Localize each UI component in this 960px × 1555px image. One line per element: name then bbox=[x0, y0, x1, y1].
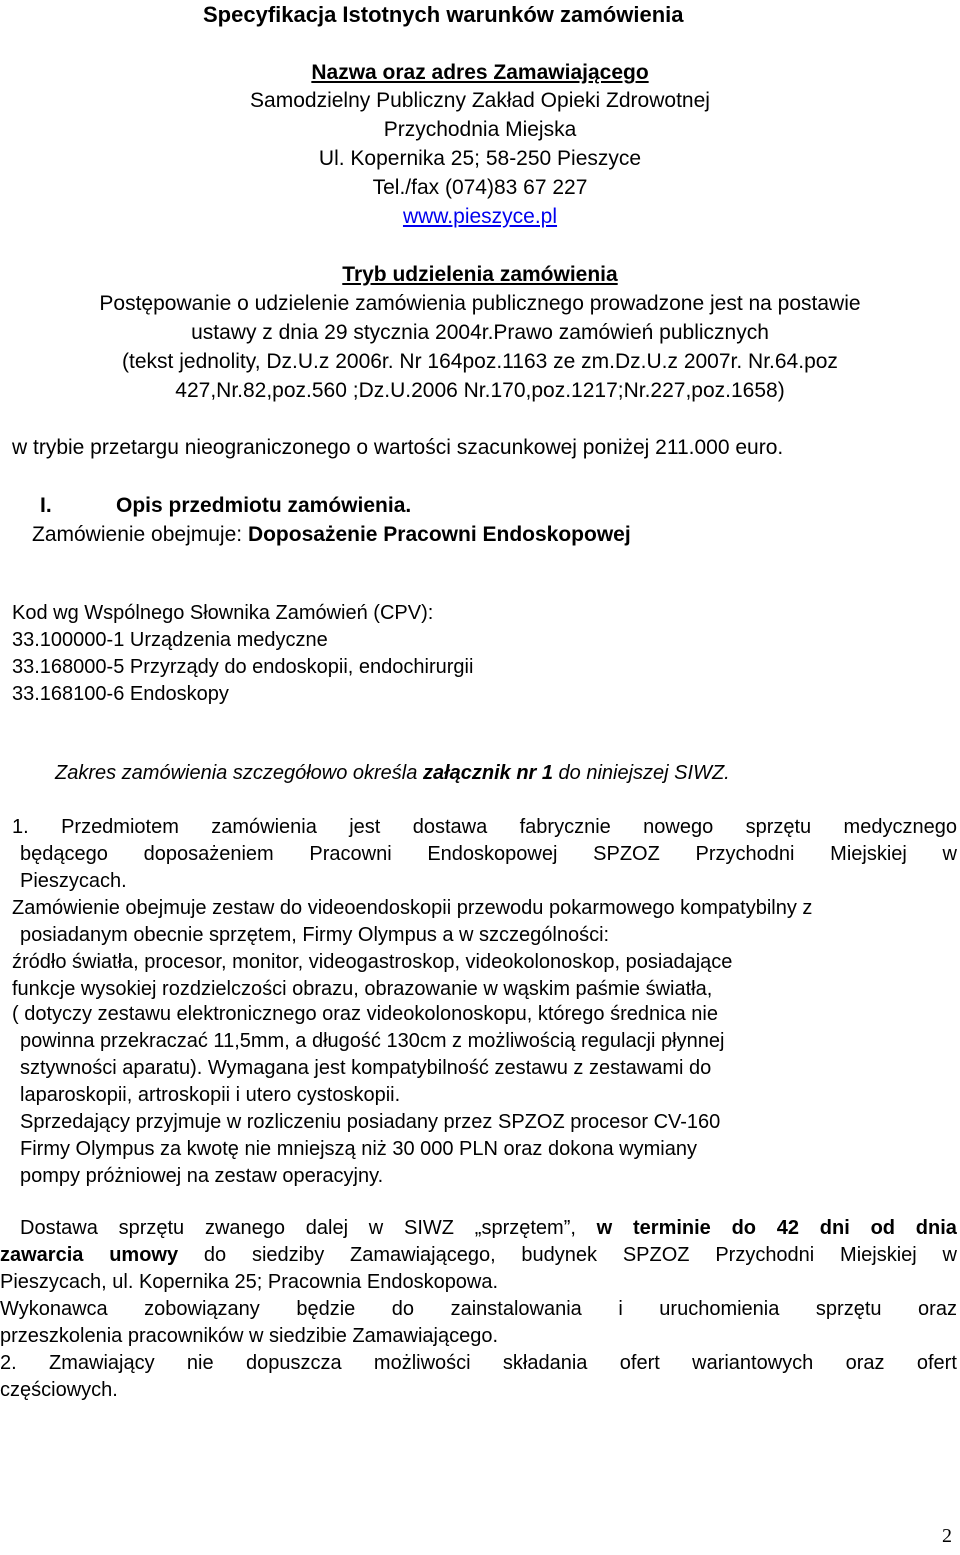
text-run: „sprzętem”, bbox=[474, 1217, 576, 1239]
cpv-item: 33.168100-6 Endoskopy bbox=[12, 683, 229, 705]
text-run: zwanego bbox=[204, 1217, 285, 1239]
para-4-line-1 bbox=[0, 1299, 957, 1319]
para-2-line-3: źródło światła, procesor, monitor, videogastroskop, videokolonoskop, posiadające bbox=[12, 951, 733, 973]
mode-line-3: (tekst jednolity, Dz.U.z 2006r. Nr 164poz.1163 ze zm.Dz.U.z 2007r. Nr.64.poz bbox=[122, 350, 838, 373]
para-1-line-1 bbox=[12, 817, 957, 837]
page-number: 2 bbox=[942, 1525, 952, 1547]
org-name: Samodzielny Publiczny Zakład Opieki Zdrowotnej bbox=[250, 89, 710, 112]
delivery-term: terminie bbox=[633, 1217, 711, 1239]
section-number: I. bbox=[40, 494, 52, 517]
text-run: w bbox=[368, 1217, 384, 1239]
text-run: w bbox=[942, 843, 957, 865]
scope-note-text: Zakres zamówienia szczegółowo określa bbox=[55, 762, 423, 784]
delivery-term: 42 bbox=[776, 1217, 800, 1239]
text-run: dopuszcza bbox=[245, 1352, 342, 1374]
cpv-heading: Kod wg Wspólnego Słownika Zamówień (CPV): bbox=[12, 602, 434, 624]
text-run: SPZOZ bbox=[622, 1244, 690, 1266]
text-run: sprzętu bbox=[745, 816, 812, 838]
mode-line-1: Postępowanie o udzielenie zamówienia publicznego prowadzone jest na postawie bbox=[99, 292, 861, 315]
para-1-line-3: Pieszycach. bbox=[20, 870, 127, 892]
scope-note-text: do niniejszej SIWZ. bbox=[553, 762, 730, 784]
text-run: siedziby bbox=[251, 1244, 325, 1266]
text-run: będącego bbox=[20, 843, 108, 865]
para-2-line-7: sztywności aparatu). Wymagana jest kompatybilność zestawu z zestawami do bbox=[20, 1057, 712, 1079]
section-heading: Opis przedmiotu zamówienia. bbox=[116, 494, 412, 517]
text-run: SIWZ bbox=[404, 1217, 455, 1239]
para-3-line-2 bbox=[0, 1245, 957, 1265]
scope-prefix: Zamówienie obejmuje: bbox=[32, 523, 248, 546]
attachment-ref: załącznik nr 1 bbox=[422, 762, 553, 784]
cpv-item: 33.100000-1 Urządzenia medyczne bbox=[12, 629, 328, 651]
org-unit: Przychodnia Miejska bbox=[383, 118, 577, 141]
text-run: wariantowych bbox=[692, 1352, 814, 1374]
para-1-line-2 bbox=[20, 844, 957, 864]
delivery-term: dni bbox=[819, 1217, 850, 1239]
text-run: uruchomienia bbox=[659, 1298, 780, 1320]
text-run: jest bbox=[349, 816, 381, 838]
para-2-line-9: Sprzedający przyjmuje w rozliczeniu posiadany przez SPZOZ procesor CV-160 bbox=[20, 1111, 721, 1133]
document-title: Specyfikacja Istotnych warunków zamówienia bbox=[203, 2, 684, 27]
text-run: Wykonawca bbox=[0, 1298, 108, 1320]
para-3-line-3: Pieszycach, ul. Kopernika 25; Pracownia Endoskopowa. bbox=[0, 1271, 499, 1293]
website-link[interactable]: www.pieszyce.pl bbox=[402, 205, 558, 228]
org-address: Ul. Kopernika 25; 58-250 Pieszyce bbox=[318, 147, 642, 170]
delivery-term: od bbox=[870, 1217, 895, 1239]
text-run: nie bbox=[186, 1352, 214, 1374]
text-run: Dostawa bbox=[20, 1217, 98, 1239]
para-5-line-2: częściowych. bbox=[0, 1379, 118, 1401]
para-2-line-5: ( dotyczy zestawu elektronicznego oraz videokolonoskopu, którego średnica nie bbox=[12, 1003, 718, 1025]
text-run: i bbox=[618, 1298, 623, 1320]
scope-line bbox=[32, 524, 631, 545]
text-run: oraz bbox=[845, 1352, 885, 1374]
text-run: Pracowni bbox=[309, 843, 392, 865]
text-run: ofert bbox=[619, 1352, 660, 1374]
delivery-term: do bbox=[731, 1217, 757, 1239]
text-run: fabrycznie bbox=[519, 816, 611, 838]
text-run: do bbox=[391, 1298, 415, 1320]
text-run: możliwości bbox=[373, 1352, 471, 1374]
mode-line-5: w trybie przetargu nieograniczonego o wartości szacunkowej poniżej 211.000 euro. bbox=[12, 436, 784, 459]
text-run: Miejskiej bbox=[830, 843, 907, 865]
delivery-term: dnia bbox=[915, 1217, 957, 1239]
text-run: w bbox=[942, 1244, 957, 1266]
scope-note bbox=[55, 763, 730, 783]
para-2-line-6: powinna przekraczać 11,5mm, a długość 130cm z możliwością regulacji płynnej bbox=[20, 1030, 725, 1052]
text-run: dostawa bbox=[412, 816, 488, 838]
text-run: sprzętu bbox=[815, 1298, 882, 1320]
text-run: nowego bbox=[643, 816, 714, 838]
para-2-line-2: posiadanym obecnie sprzętem, Firmy Olympus a w szczególności: bbox=[20, 924, 610, 946]
text-run: Zamawiającego, bbox=[350, 1244, 496, 1266]
text-run: będzie bbox=[296, 1298, 356, 1320]
text-run: Przychodni bbox=[695, 843, 795, 865]
para-5-line-1 bbox=[0, 1353, 957, 1373]
scope-value: Doposażenie Pracowni Endoskopowej bbox=[247, 523, 631, 546]
text-run: medycznego bbox=[843, 816, 957, 838]
para-2-line-1: Zamówienie obejmuje zestaw do videoendoskopii przewodu pokarmowego kompatybilny z bbox=[12, 897, 813, 919]
text-run: sprzętu bbox=[118, 1217, 185, 1239]
para-2-line-8: laparoskopii, artroskopii i utero cystoskopii. bbox=[20, 1084, 401, 1106]
text-run: zainstalowania bbox=[450, 1298, 582, 1320]
para-2-line-10: Firmy Olympus za kwotę nie mniejszą niż 30 000 PLN oraz dokona wymiany bbox=[20, 1138, 697, 1160]
text-run: Endoskopowej bbox=[427, 843, 558, 865]
text-run: ofert bbox=[916, 1352, 957, 1374]
mode-line-4: 427,Nr.82,poz.560 ;Dz.U.2006 Nr.170,poz.1217;Nr.227,poz.1658) bbox=[175, 379, 785, 402]
mode-heading: Tryb udzielenia zamówienia bbox=[342, 263, 618, 286]
text-run: składania bbox=[502, 1352, 588, 1374]
para-4-line-2: przeszkolenia pracowników w siedzibie Zamawiającego. bbox=[0, 1325, 499, 1347]
text-run: 1. bbox=[12, 816, 29, 838]
text-run: oraz bbox=[918, 1298, 957, 1320]
text-run: doposażeniem bbox=[143, 843, 274, 865]
para-2-line-4: funkcje wysokiej rozdzielczości obrazu, obrazowanie w wąskim paśmie światła, bbox=[12, 978, 713, 1000]
text-run: Przedmiotem bbox=[61, 816, 179, 838]
text-run: zamówienia bbox=[211, 816, 317, 838]
cpv-item: 33.168000-5 Przyrządy do endoskopii, endochirurgii bbox=[12, 656, 474, 678]
org-phone: Tel./fax (074)83 67 227 bbox=[372, 176, 588, 199]
delivery-term: zawarcia bbox=[0, 1244, 84, 1266]
text-run: zobowiązany bbox=[144, 1298, 260, 1320]
para-3-line-1 bbox=[20, 1218, 957, 1238]
text-run: dalej bbox=[305, 1217, 349, 1239]
delivery-term: w bbox=[596, 1217, 613, 1239]
para-2-line-11: pompy próżniowej na zestaw operacyjny. bbox=[20, 1165, 384, 1187]
delivery-term: umowy bbox=[109, 1244, 179, 1266]
mode-line-2: ustawy z dnia 29 stycznia 2004r.Prawo zamówień publicznych bbox=[191, 321, 769, 344]
text-run: Miejskiej bbox=[840, 1244, 917, 1266]
text-run: 2. bbox=[0, 1352, 17, 1374]
text-run: budynek bbox=[521, 1244, 598, 1266]
text-run: Przychodni bbox=[715, 1244, 815, 1266]
org-heading: Nazwa oraz adres Zamawiającego bbox=[311, 61, 649, 84]
text-run: SPZOZ bbox=[593, 843, 660, 865]
text-run: Zmawiający bbox=[49, 1352, 155, 1374]
text-run: do bbox=[203, 1244, 227, 1266]
